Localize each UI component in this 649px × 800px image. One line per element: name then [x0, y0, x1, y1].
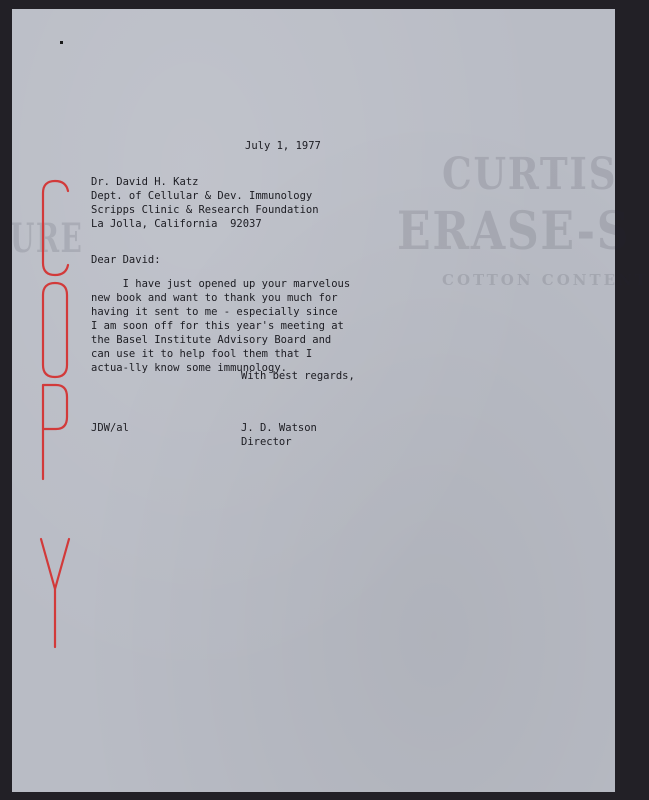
body-line: actua-lly know some immunology. [91, 362, 287, 374]
recipient-city: La Jolla, California 92037 [91, 218, 262, 230]
body-line: can use it to help fool them that I [91, 348, 313, 360]
copy-stamp [38, 179, 72, 649]
body-line: I am soon off for this year's meeting at [91, 320, 344, 332]
body-line: the Basel Institute Advisory Board and [91, 334, 332, 346]
watermark-product: ERASE-S [397, 201, 631, 262]
signer-title: Director [241, 436, 292, 448]
body-line: I have just opened up your marvelous [91, 278, 351, 290]
recipient-org: Scripps Clinic & Research Foundation [91, 204, 319, 216]
body-line: having it sent to me - especially since [91, 306, 338, 318]
recipient-name: Dr. David H. Katz [91, 176, 199, 188]
copy-stamp-letter-p [43, 385, 67, 479]
letter-date: July 1, 1977 [245, 140, 321, 152]
watermark-left-fragment: URE [10, 215, 84, 262]
watermark-brand: CURTIS [442, 149, 618, 200]
speck-mark [60, 41, 63, 44]
signature-block [241, 421, 317, 449]
salutation: Dear David: [91, 254, 161, 266]
letter-body [91, 277, 391, 375]
recipient-dept: Dept. of Cellular & Dev. Immunology [91, 190, 313, 202]
copy-stamp-letter-o [43, 283, 67, 377]
copy-stamp-letter-c [43, 181, 68, 275]
recipient-address [91, 175, 319, 231]
typist-initials: JDW/al [91, 422, 129, 434]
letter-sheet [10, 9, 649, 792]
signer-name: J. D. Watson [241, 422, 317, 434]
body-line: new book and want to thank you much for [91, 292, 338, 304]
watermark-content: COTTON CONTENT [442, 271, 649, 289]
copy-stamp-letter-y [41, 539, 69, 647]
closing: With best regards, [241, 370, 355, 382]
